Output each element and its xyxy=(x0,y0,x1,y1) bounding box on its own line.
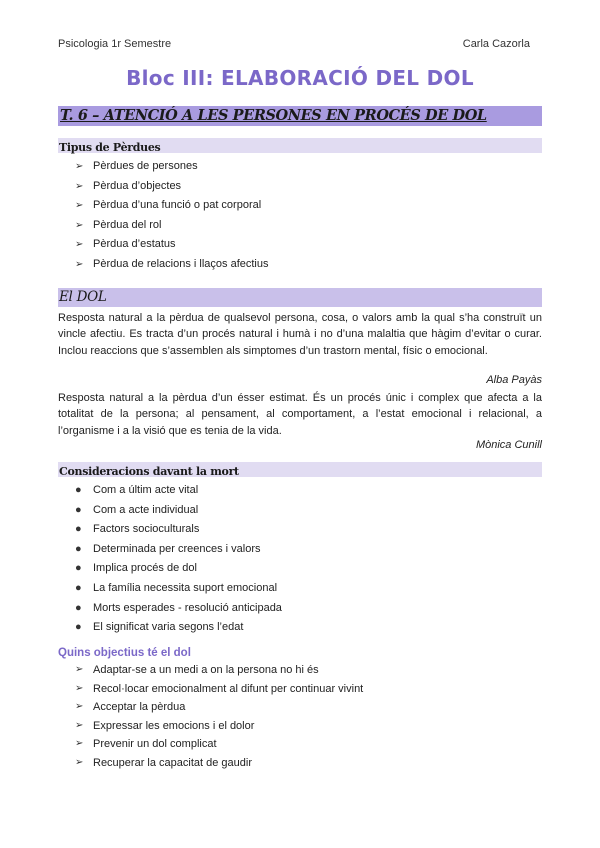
topic-heading-band xyxy=(58,106,542,126)
list-item: ● Implica procés de dol xyxy=(75,559,282,579)
list-item: ➢ Recuperar la capacitat de gaudir xyxy=(75,754,363,773)
section-heading-consideracions: Consideracions davant la mort xyxy=(59,465,239,478)
dot-bullet-icon: ● xyxy=(75,581,82,594)
dot-bullet-icon: ● xyxy=(75,484,82,496)
arrow-bullet-icon: ➢ xyxy=(75,701,84,713)
list-item: ➢ Pèrdua d’objectes xyxy=(75,177,268,197)
arrow-bullet-icon: ➢ xyxy=(75,756,84,768)
list-item: ➢ Pèrdua d’estatus xyxy=(75,235,268,255)
list-item: ➢ Pèrdua del rol xyxy=(75,216,268,236)
consideracions-list xyxy=(75,481,282,638)
header-course: Psicologia 1r Semestre xyxy=(58,38,172,50)
arrow-bullet-icon: ➢ xyxy=(75,738,84,750)
dot-bullet-icon: ● xyxy=(75,601,82,614)
objectius-list xyxy=(75,661,363,773)
section-heading-objectius: Quins objectius té el dol xyxy=(58,647,191,659)
section-heading-band xyxy=(58,462,542,477)
arrow-bullet-icon: ➢ xyxy=(75,258,84,270)
topic-heading: T. 6 – ATENCIÓ A LES PERSONES EN PROCÉS DE DOL xyxy=(60,107,487,124)
list-item: ➢ Acceptar la pèrdua xyxy=(75,698,363,717)
list-item: ➢ Prevenir un dol complicat xyxy=(75,735,363,754)
dot-bullet-icon: ● xyxy=(75,562,82,575)
list-item: ● Morts esperades - resolució anticipada xyxy=(75,599,282,619)
section-heading-dol: El DOL xyxy=(59,289,107,305)
list-item: ➢ Recol·locar emocionalment al difunt per continuar vivint xyxy=(75,680,363,699)
dot-bullet-icon: ● xyxy=(75,503,82,516)
page-title: Bloc III: ELABORACIÓ DEL DOL xyxy=(126,66,474,90)
list-item: ● Com a últim acte vital xyxy=(75,481,282,501)
section-heading-tipus: Tipus de Pèrdues xyxy=(59,141,161,154)
list-item: ● Determinada per creences i valors xyxy=(75,540,282,560)
tipus-list xyxy=(75,157,268,275)
list-item: ● El significat varia segons l’edat xyxy=(75,618,282,638)
list-item: ➢ Adaptar-se a un medi a on la persona no hi és xyxy=(75,661,363,680)
arrow-bullet-icon: ➢ xyxy=(75,719,84,731)
list-item: ● Factors socioculturals xyxy=(75,520,282,540)
dot-bullet-icon: ● xyxy=(75,523,82,536)
section-heading-band xyxy=(58,138,542,153)
arrow-bullet-icon: ➢ xyxy=(75,682,84,694)
list-item: ➢ Pèrdua de relacions i llaços afectius xyxy=(75,255,268,275)
list-item: ● Com a acte individual xyxy=(75,501,282,521)
dot-bullet-icon: ● xyxy=(75,542,82,555)
arrow-bullet-icon: ➢ xyxy=(75,219,84,231)
arrow-bullet-icon: ➢ xyxy=(75,664,84,675)
header-author: Carla Cazorla xyxy=(462,38,530,50)
list-item: ➢ Pèrdua d’una funció o pat corporal xyxy=(75,196,268,216)
dot-bullet-icon: ● xyxy=(75,621,82,634)
list-item: ➢ Pèrdues de persones xyxy=(75,157,268,177)
list-item: ➢ Expressar les emocions i el dolor xyxy=(75,717,363,736)
arrow-bullet-icon: ➢ xyxy=(75,161,84,172)
arrow-bullet-icon: ➢ xyxy=(75,180,84,192)
definition-paragraph-2: Resposta natural a la pèrdua d’un ésser estimat. És un procés únic i complex que afecta a la totalitat de la persona; al pensament, al comportament, a l’estat emocional i relacional, a l’organisme i a la visió que es tenia de la vida. xyxy=(58,392,542,437)
section-heading-band xyxy=(58,288,542,307)
definition-paragraph-1: Resposta natural a la pèrdua de qualsevol persona, cosa, o valors amb la qual s’ha construït un vincle afectiu. Es tracta d’un procés natural i humà i no d’una malaltia que hàgim d’evitar o curar. Inclou reaccions que s’assemblen als simptomes d’un trastorn mental, físic o emocional. xyxy=(58,312,542,357)
arrow-bullet-icon: ➢ xyxy=(75,239,84,251)
author-citation-1: Alba Payàs xyxy=(486,374,542,386)
author-citation-2: Mònica Cunill xyxy=(475,439,542,451)
list-item: ● La família necessita suport emocional xyxy=(75,579,282,599)
arrow-bullet-icon: ➢ xyxy=(75,200,84,212)
